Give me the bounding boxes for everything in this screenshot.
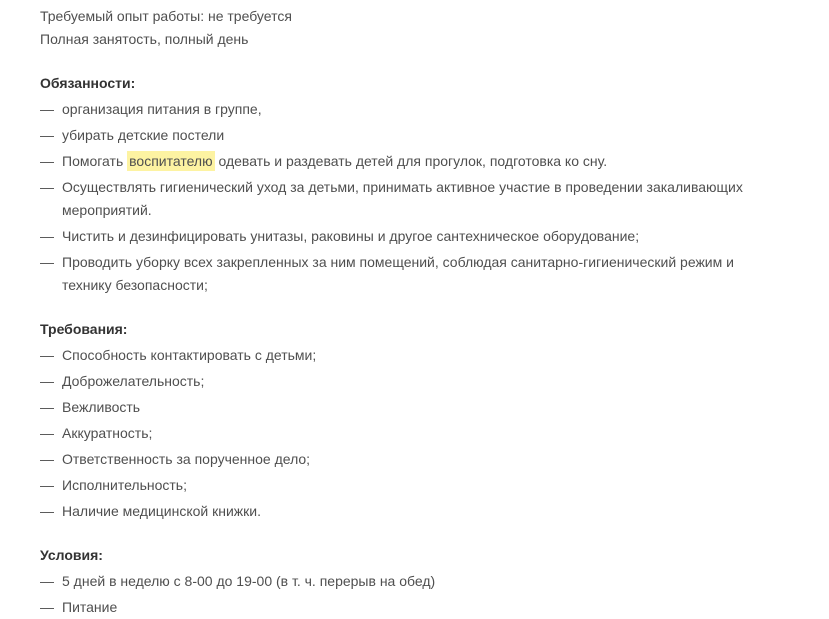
vacancy-description-content bbox=[40, 5, 766, 619]
dash-marker: — bbox=[40, 399, 54, 415]
list-item-text: Помогать воспитателю одевать и раздевать детей для прогулок, подготовка ко сну. bbox=[62, 153, 608, 169]
dash-marker: — bbox=[40, 451, 54, 467]
list-item-text: Осуществлять гигиенический уход за детьми, принимать активное участие в проведении закаливающих мероприятий. bbox=[62, 179, 743, 218]
section-heading: Условия: bbox=[40, 547, 103, 563]
list-item-text: Аккуратность; bbox=[62, 425, 153, 441]
vacancy-sections bbox=[40, 72, 766, 619]
section-list bbox=[40, 570, 766, 619]
list-item bbox=[40, 474, 766, 497]
dash-marker: — bbox=[40, 373, 54, 389]
employment-line: Полная занятость, полный день bbox=[40, 31, 249, 47]
dash-marker: — bbox=[40, 599, 54, 615]
list-item bbox=[40, 225, 766, 248]
list-item bbox=[40, 596, 766, 619]
list-item-text: Наличие медицинской книжки. bbox=[62, 503, 261, 519]
list-item bbox=[40, 370, 766, 393]
list-item bbox=[40, 98, 766, 121]
dash-marker: — bbox=[40, 503, 54, 519]
list-item bbox=[40, 570, 766, 593]
section-heading: Требования: bbox=[40, 321, 128, 337]
dash-marker: — bbox=[40, 347, 54, 363]
list-item bbox=[40, 396, 766, 419]
list-item-text: убирать детские постели bbox=[62, 127, 225, 143]
list-item-text: организация питания в группе, bbox=[62, 101, 262, 117]
list-item-text: 5 дней в неделю с 8-00 до 19-00 (в т. ч. перерыв на обед) bbox=[62, 573, 436, 589]
list-item-text: Чистить и дезинфицировать унитазы, раковины и другое сантехническое оборудование; bbox=[62, 228, 640, 244]
list-item bbox=[40, 448, 766, 471]
dash-marker: — bbox=[40, 127, 54, 143]
dash-marker: — bbox=[40, 101, 54, 117]
highlighted-term: воспитателю bbox=[129, 153, 213, 169]
vacancy-summary bbox=[40, 5, 766, 51]
list-item bbox=[40, 150, 766, 173]
section-list bbox=[40, 344, 766, 523]
dash-marker: — bbox=[40, 477, 54, 493]
list-item bbox=[40, 124, 766, 147]
list-item-text: Вежливость bbox=[62, 399, 141, 415]
section-heading: Обязанности: bbox=[40, 75, 136, 91]
dash-marker: — bbox=[40, 179, 54, 195]
list-item-text: Ответственность за порученное дело; bbox=[62, 451, 311, 467]
section-list bbox=[40, 98, 766, 297]
list-item bbox=[40, 500, 766, 523]
list-item-text: Проводить уборку всех закрепленных за ним помещений, соблюдая санитарно-гигиенический режим и технику безопасности; bbox=[62, 254, 734, 293]
dash-marker: — bbox=[40, 153, 54, 169]
list-item bbox=[40, 422, 766, 445]
list-item bbox=[40, 251, 766, 297]
list-item-text: Способность контактировать с детьми; bbox=[62, 347, 317, 363]
list-item-text: Питание bbox=[62, 599, 118, 615]
dash-marker: — bbox=[40, 228, 54, 244]
list-item bbox=[40, 176, 766, 222]
list-item-text: Доброжелательность; bbox=[62, 373, 205, 389]
dash-marker: — bbox=[40, 573, 54, 589]
experience-line: Требуемый опыт работы: не требуется bbox=[40, 8, 292, 24]
dash-marker: — bbox=[40, 425, 54, 441]
dash-marker: — bbox=[40, 254, 54, 270]
list-item-text: Исполнительность; bbox=[62, 477, 187, 493]
list-item bbox=[40, 344, 766, 367]
